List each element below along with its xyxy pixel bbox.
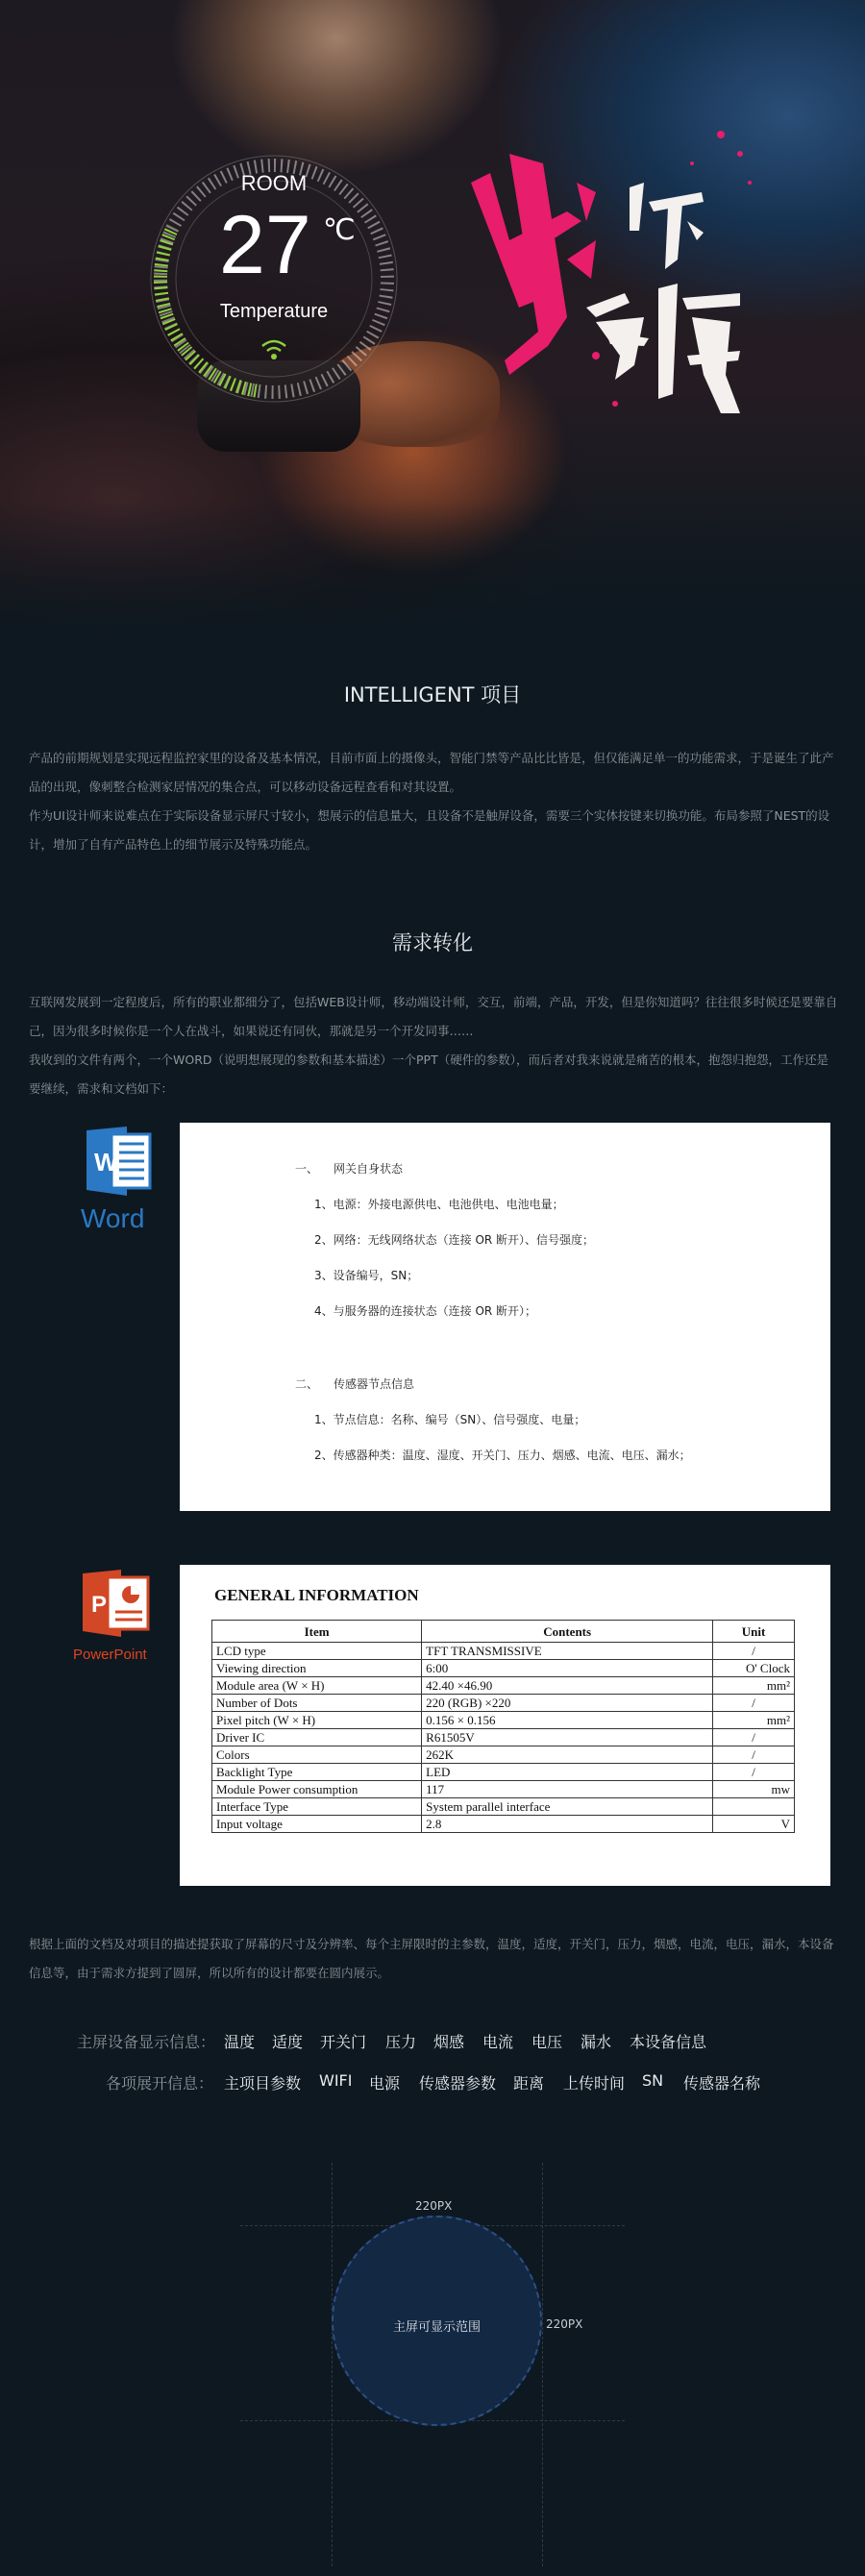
spec-table xyxy=(211,1620,795,1833)
summary-text: 根据上面的文档及对项目的描述提获取了屏幕的尺寸及分辨率、每个主屏限时的主参数，温度，适度，开关门，压力，烟感，电流，电压，漏水，本设备信息等，由于需求方提到了圆屏，所以所有的设计都要在圆内展示。 xyxy=(29,1937,834,1980)
param-item: 电流 xyxy=(482,2033,514,2051)
table-row xyxy=(212,1816,795,1833)
item-cell: Viewing direction xyxy=(212,1660,422,1677)
unit-cell xyxy=(713,1798,795,1816)
table-row xyxy=(212,1729,795,1746)
spec-table-title: GENERAL INFORMATION xyxy=(214,1586,419,1604)
requirements-paragraph-1: 互联网发展到一定程度后，所有的职业都细分了，包括WEB设计师，移动端设计师，交互，前端，产品，开发，但是你知道吗？往往很多时候还是要靠自己，因为很多时候你是一个人在战斗，如果说还有同伙，那就是另一个开发同事…… xyxy=(29,995,838,1038)
unit-cell: V xyxy=(713,1816,795,1833)
param-item: 传感器参数 xyxy=(419,2074,497,2093)
summary-paragraph xyxy=(29,1930,838,1988)
contents-cell: TFT TRANSMISSIVE xyxy=(422,1643,713,1660)
param-item: WIFI xyxy=(319,2071,353,2090)
unit-cell: / xyxy=(713,1746,795,1764)
display-area-label: 主屏可显示范围 xyxy=(392,2320,481,2335)
unit-cell: / xyxy=(713,1764,795,1781)
table-row xyxy=(212,1677,795,1695)
param-item: 漏水 xyxy=(581,2033,612,2051)
param-item: 适度 xyxy=(272,2033,304,2051)
param-item: 压力 xyxy=(385,2033,417,2051)
intro-paragraph xyxy=(29,744,838,859)
unit-cell: / xyxy=(713,1729,795,1746)
param-item: 传感器名称 xyxy=(683,2074,761,2093)
column-header: Contents xyxy=(422,1621,713,1643)
hero-banner xyxy=(0,0,865,634)
word-icon-label: Word xyxy=(81,1203,145,1233)
param-item: 烟感 xyxy=(433,2033,465,2051)
unit-cell: mm² xyxy=(713,1712,795,1729)
room-label: ROOM xyxy=(240,171,308,195)
table-row xyxy=(212,1643,795,1660)
temperature-value: 27 xyxy=(219,199,311,291)
requirements-paragraph xyxy=(29,988,838,1103)
table-row xyxy=(212,1781,795,1798)
unit-cell: / xyxy=(713,1643,795,1660)
item-cell: Input voltage xyxy=(212,1816,422,1833)
unit-cell: O' Clock xyxy=(713,1660,795,1677)
section-1-item: 3、设备编号，SN； xyxy=(314,1269,419,1282)
section-1-item: 2、网络：无线网络状态（连接 OR 断开）、信号强度； xyxy=(314,1233,595,1247)
section-1-heading: 网关自身状态 xyxy=(334,1162,404,1176)
table-row xyxy=(212,1695,795,1712)
guide-line xyxy=(542,2163,543,2566)
section-1-number: 一、 xyxy=(295,1162,319,1176)
param-item: 主项目参数 xyxy=(224,2074,302,2093)
requirements-paragraph-2: 我收到的文件有两个，一个WORD（说明想展现的参数和基本描述）一个PPT（硬件的参数），而后者对我来说就是痛苦的根本，抱怨归抱怨，工作还是要继续，需求和文档如下： xyxy=(29,1053,828,1096)
param-item: 电源 xyxy=(369,2074,401,2093)
param-item: 电压 xyxy=(531,2033,563,2051)
word-document xyxy=(180,1123,830,1511)
powerpoint-icon-label: PowerPoint xyxy=(73,1647,147,1663)
svg-text:W: W xyxy=(94,1148,118,1177)
column-header: Item xyxy=(212,1621,422,1643)
table-row xyxy=(212,1798,795,1816)
item-cell: Colors xyxy=(212,1746,422,1764)
width-dimension-label: 220PX xyxy=(415,2199,453,2213)
hero-fade xyxy=(0,500,865,634)
table-row xyxy=(212,1746,795,1764)
powerpoint-document xyxy=(180,1565,830,1886)
temperature-label: Temperature xyxy=(219,301,329,322)
param-item: 本设备信息 xyxy=(630,2033,707,2051)
column-header: Unit xyxy=(713,1621,795,1643)
contents-cell: R61505V xyxy=(422,1729,713,1746)
svg-text:P: P xyxy=(91,1592,108,1618)
spec-table-body xyxy=(212,1643,795,1833)
contents-cell: System parallel interface xyxy=(422,1798,713,1816)
table-row xyxy=(212,1712,795,1729)
section-1-item: 1、电源：外接电源供电、电池供电、电池电量； xyxy=(314,1198,564,1211)
intro-paragraph-1: 产品的前期规划是实现远程监控家里的设备及基本情况，目前市面上的摄像头，智能门禁等产品比比皆是，但仅能满足单一的功能需求，于是诞生了此产品的出现，像刺整合检测家居情况的集合点，可以移动设备远程查看和对其设置。 xyxy=(29,751,834,794)
section-2-item: 2、传感器种类：温度、湿度、开关门、压力、烟感、电流、电压、漏水； xyxy=(314,1449,691,1462)
guide-line xyxy=(332,2163,333,2566)
item-cell: Interface Type xyxy=(212,1798,422,1816)
wifi-icon xyxy=(260,336,288,361)
calligraphy-logo xyxy=(452,125,759,452)
contents-cell: LED xyxy=(422,1764,713,1781)
param-item: SN xyxy=(642,2071,664,2090)
powerpoint-icon xyxy=(67,1570,173,1675)
table-row xyxy=(212,1764,795,1781)
main-screen-info-label: 主屏设备显示信息： xyxy=(77,2033,216,2051)
contents-cell: 262K xyxy=(422,1746,713,1764)
temperature-unit: ℃ xyxy=(323,214,356,246)
contents-cell: 2.8 xyxy=(422,1816,713,1833)
expanded-info-label: 各项展开信息： xyxy=(106,2074,214,2093)
section-2-item: 1、节点信息：名称、编号（SN）、信号强度、电量； xyxy=(314,1413,586,1426)
item-cell: Backlight Type xyxy=(212,1764,422,1781)
item-cell: Number of Dots xyxy=(212,1695,422,1712)
word-icon xyxy=(69,1127,165,1242)
item-cell: Module Power consumption xyxy=(212,1781,422,1798)
contents-cell: 6:00 xyxy=(422,1660,713,1677)
section-2-heading: 传感器节点信息 xyxy=(334,1377,415,1391)
param-item: 开关门 xyxy=(320,2033,367,2051)
unit-cell: mw xyxy=(713,1781,795,1798)
requirements-title: 需求转化 xyxy=(392,931,473,954)
contents-cell: 220 (RGB) ×220 xyxy=(422,1695,713,1712)
item-cell: Module area (W × H) xyxy=(212,1677,422,1695)
param-item: 距离 xyxy=(513,2074,545,2093)
item-cell: Driver IC xyxy=(212,1729,422,1746)
unit-cell: / xyxy=(713,1695,795,1712)
table-header-row xyxy=(212,1621,795,1643)
item-cell: LCD type xyxy=(212,1643,422,1660)
item-cell: Pixel pitch (W × H) xyxy=(212,1712,422,1729)
section-2-number: 二、 xyxy=(295,1377,319,1391)
param-item: 上传时间 xyxy=(563,2074,626,2093)
unit-cell: mm² xyxy=(713,1677,795,1695)
contents-cell: 42.40 ×46.90 xyxy=(422,1677,713,1695)
contents-cell: 117 xyxy=(422,1781,713,1798)
height-dimension-label: 220PX xyxy=(546,2317,583,2331)
intro-title: INTELLIGENT 项目 xyxy=(343,683,522,706)
section-1-item: 4、与服务器的连接状态（连接 OR 断开）； xyxy=(314,1304,537,1318)
intro-paragraph-2: 作为UI设计师来说难点在于实际设备显示屏尺寸较小，想展示的信息量大，且设备不是触屏设备，需要三个实体按键来切换功能。布局参照了NEST的设计，增加了自有产品特色上的细节展示及特殊功能点。 xyxy=(29,808,830,852)
param-item: 温度 xyxy=(224,2033,256,2051)
contents-cell: 0.156 × 0.156 xyxy=(422,1712,713,1729)
table-row xyxy=(212,1660,795,1677)
